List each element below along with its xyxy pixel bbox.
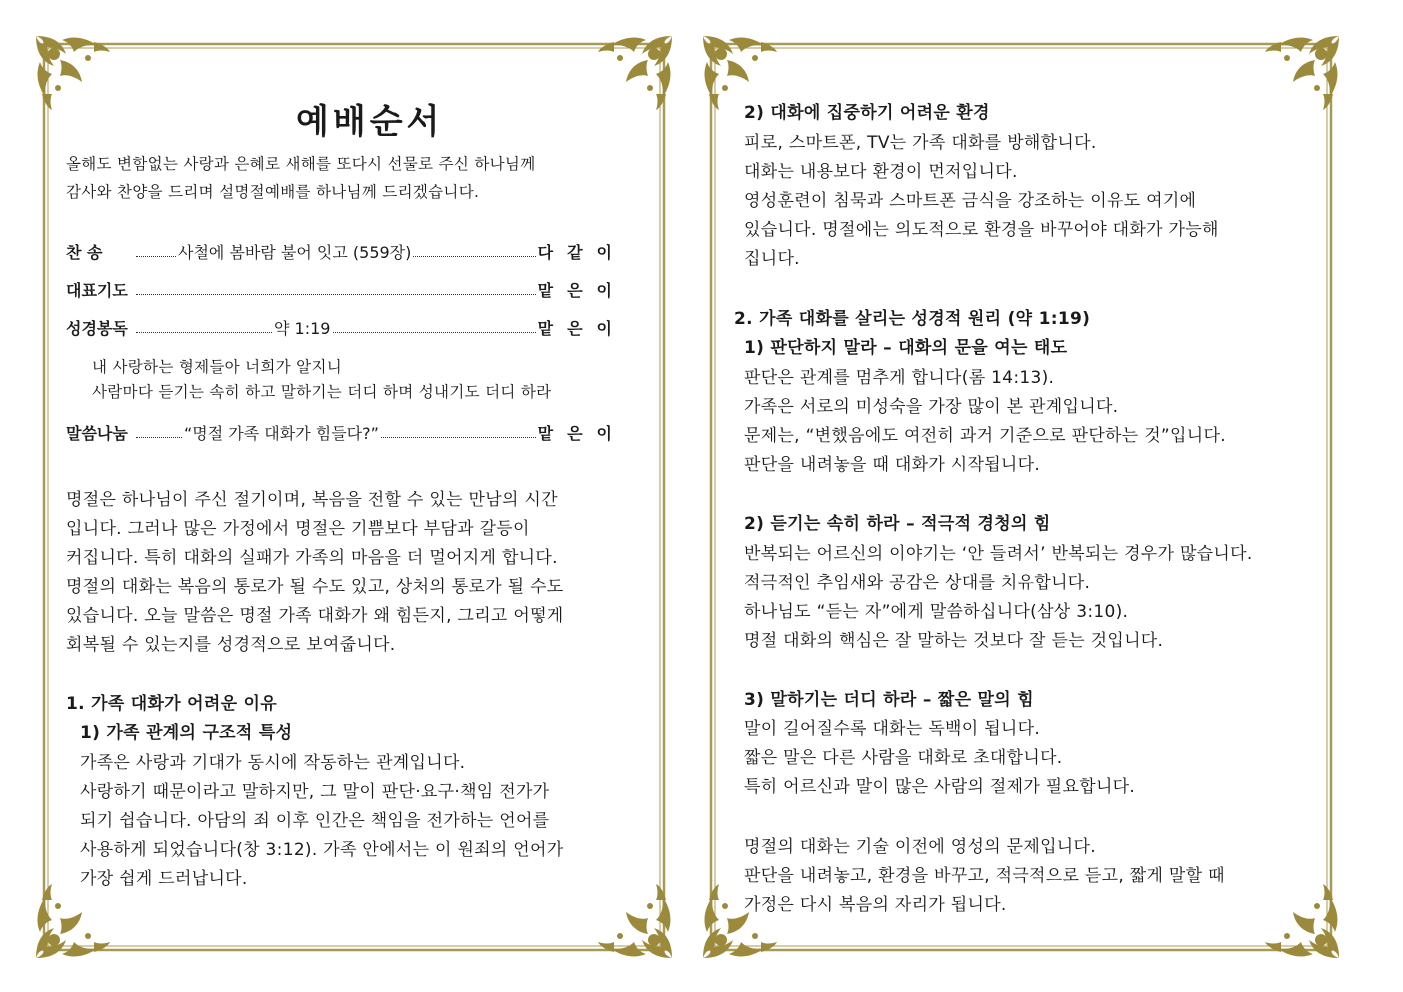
order-row-sermon (66, 421, 626, 447)
body-line: 사랑하기 때문이라고 말하지만, 그 말이 판단·요구·책임 전가가 (80, 782, 550, 802)
order-detail: “명절 가족 대화가 힘들다?” (182, 421, 381, 444)
body-line: 커집니다. 특히 대화의 실패가 가족의 마음을 더 멀어지게 합니다. (66, 548, 558, 568)
subsection-heading: 3) 말하기는 더디 하라 – 짧은 말의 힘 (744, 690, 1034, 710)
section-heading: 1. 가족 대화가 어려운 이유 (66, 694, 277, 714)
subsection-heading: 2) 듣기는 속히 하라 – 적극적 경청의 힘 (744, 514, 1051, 534)
order-who: 맡은이 (537, 424, 626, 443)
order-label: 대표기도 (66, 281, 128, 300)
body-line: 가정은 다시 복음의 자리가 됩니다. (744, 895, 1007, 915)
body-line: 말이 길어질수록 대화는 독백이 됩니다. (744, 719, 1041, 739)
body-line: 명절 대화의 핵심은 잘 말하는 것보다 잘 듣는 것입니다. (744, 631, 1164, 651)
scripture-line: 내 사랑하는 형제들아 너희가 알지니 (92, 358, 343, 376)
order-detail: 사철에 봄바람 불어 잇고 (559장) (176, 240, 413, 263)
order-row-hymn (66, 240, 626, 266)
subsection-heading: 2) 대화에 집중하기 어려운 환경 (744, 103, 990, 123)
order-who: 맡은이 (537, 319, 626, 338)
body-line: 입니다. 그러나 많은 가정에서 명절은 기쁨보다 부담과 갈등이 (66, 519, 530, 539)
order-who: 맡은이 (537, 281, 626, 300)
body-line: 집니다. (744, 249, 800, 269)
body-line: 판단은 관계를 멈추게 합니다(롬 14:13). (744, 368, 1055, 388)
body-line: 회복될 수 있는지를 성경적으로 보여줍니다. (66, 635, 396, 655)
body-line: 적극적인 추임새와 공감은 상대를 치유합니다. (744, 573, 1091, 593)
body-line: 반복되는 어르신의 이야기는 ‘안 들려서’ 반복되는 경우가 많습니다. (744, 544, 1253, 564)
intro-line: 감사와 찬양을 드리며 설명절예배를 하나님께 드리겠습니다. (66, 183, 480, 201)
order-label: 성경봉독 (66, 319, 128, 338)
body-line: 사용하게 되었습니다(창 3:12). 가족 안에서는 이 원죄의 언어가 (80, 840, 564, 860)
order-row-reading (66, 316, 626, 342)
leader-dots (136, 294, 536, 295)
body-line: 짧은 말은 다른 사람을 대화로 초대합니다. (744, 748, 1063, 768)
body-line: 명절의 대화는 복음의 통로가 될 수도 있고, 상처의 통로가 될 수도 (66, 577, 564, 597)
order-label: 말씀나눔 (66, 424, 128, 443)
order-detail: 약 1:19 (272, 316, 332, 339)
body-line: 판단을 내려놓고, 환경을 바꾸고, 적극적으로 듣고, 짧게 말할 때 (744, 866, 1225, 886)
body-line: 가족은 사랑과 기대가 동시에 작동하는 관계입니다. (80, 753, 466, 773)
body-line: 있습니다. 명절에는 의도적으로 환경을 바꾸어야 대화가 가능해 (744, 220, 1219, 240)
body-line: 대화는 내용보다 환경이 먼저입니다. (744, 162, 1018, 182)
body-line: 하나님도 “듣는 자”에게 말씀하십니다(삼상 3:10). (744, 602, 1129, 622)
body-line: 피로, 스마트폰, TV는 가족 대화를 방해합니다. (744, 133, 1097, 153)
intro-line: 올해도 변함없는 사랑과 은혜로 새해를 또다시 선물로 주신 하나님께 (66, 155, 536, 173)
body-line: 명절은 하나님이 주신 절기이며, 복음을 전할 수 있는 만남의 시간 (66, 490, 558, 510)
body-line: 되기 쉽습니다. 아담의 죄 이후 인간은 책임을 전가하는 언어를 (80, 811, 550, 831)
body-line: 특히 어르신과 말이 많은 사람의 절제가 필요합니다. (744, 777, 1136, 797)
corner-ornament-icon (32, 882, 112, 962)
corner-ornament-icon (596, 882, 676, 962)
body-line: 있습니다. 오늘 말씀은 명절 가족 대화가 왜 힘든지, 그리고 어떻게 (66, 606, 564, 626)
scripture-line: 사람마다 듣기는 속히 하고 말하기는 더디 하며 성내기도 더디 하라 (92, 383, 552, 401)
corner-ornament-icon (596, 32, 676, 112)
body-line: 판단을 내려놓을 때 대화가 시작됩니다. (744, 455, 1041, 475)
corner-ornament-icon (1263, 882, 1343, 962)
leader-dots (136, 332, 536, 333)
order-row-prayer (66, 278, 626, 304)
body-line: 영성훈련이 침묵과 스마트폰 금식을 강조하는 이유도 여기에 (744, 191, 1197, 211)
body-line: 가족은 서로의 미성숙을 가장 많이 본 관계입니다. (744, 397, 1119, 417)
corner-ornament-icon (1263, 32, 1343, 112)
subsection-heading: 1) 가족 관계의 구조적 특성 (80, 723, 293, 743)
body-line: 문제는, “변했음에도 여전히 과거 기준으로 판단하는 것”입니다. (744, 426, 1226, 446)
section-heading: 2. 가족 대화를 살리는 성경적 원리 (약 1:19) (734, 309, 1091, 329)
corner-ornament-icon (32, 32, 112, 112)
subsection-heading: 1) 판단하지 말라 – 대화의 문을 여는 태도 (744, 338, 1068, 358)
body-line: 명절의 대화는 기술 이전에 영성의 문제입니다. (744, 837, 1096, 857)
body-line: 가장 쉽게 드러납니다. (80, 869, 248, 889)
order-who: 다같이 (537, 243, 626, 262)
page-title: 예배순서 (296, 102, 444, 142)
order-label: 찬 송 (66, 243, 103, 262)
